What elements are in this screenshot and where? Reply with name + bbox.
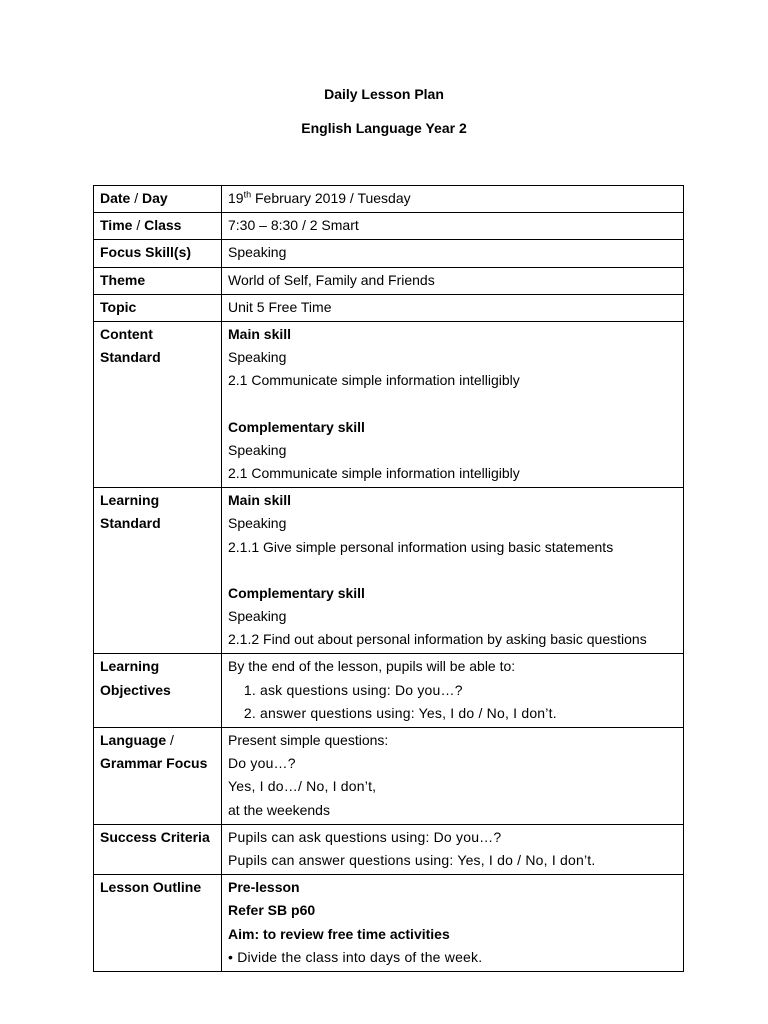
- row-value-objectives: By the end of the lesson, pupils will be able to: 1. ask questions using: Do you…? 2. answer questions using: Yes, I do / No, I don’t.: [222, 654, 684, 728]
- row-label-language: Language / Grammar Focus: [94, 728, 222, 825]
- row-label-focus: Focus Skill(s): [94, 240, 222, 267]
- row-label-time: Time / Class: [94, 213, 222, 240]
- table-row: [94, 824, 684, 874]
- document-subtitle: English Language Year 2: [301, 120, 467, 136]
- row-label-theme: Theme: [94, 267, 222, 294]
- row-label-date: Date / Day: [94, 186, 222, 213]
- row-value-success: Pupils can ask questions using: Do you…? Pupils can answer questions using: Yes, I do / No, I don’t.: [222, 824, 684, 874]
- row-label-learning-standard: Learning Standard: [94, 488, 222, 654]
- row-label-outline: Lesson Outline: [94, 875, 222, 972]
- row-value-content-standard: Main skill Speaking 2.1 Communicate simple information intelligibly Complementary skill Speaking 2.1 Communicate simple information intelligibly: [222, 322, 684, 488]
- row-value-time: 7:30 – 8:30 / 2 Smart: [222, 213, 684, 240]
- row-label-topic: Topic: [94, 294, 222, 321]
- table-row: [94, 294, 684, 321]
- table-row: [94, 875, 684, 972]
- objectives-list: [228, 679, 677, 725]
- table-row: [94, 213, 684, 240]
- table-row: [94, 186, 684, 213]
- row-label-content-standard: Content Standard: [94, 322, 222, 488]
- list-item: 2. answer questions using: Yes, I do / No, I don’t.: [260, 702, 677, 725]
- table-row: [94, 728, 684, 825]
- lesson-plan-table: [93, 185, 684, 972]
- row-value-outline: Pre-lesson Refer SB p60 Aim: to review free time activities • Divide the class into days of the week.: [222, 875, 684, 972]
- table-row: [94, 322, 684, 488]
- row-value-language: Present simple questions: Do you…? Yes, I do…/ No, I don’t, at the weekends: [222, 728, 684, 825]
- row-value-date: 19th February 2019 / Tuesday: [222, 186, 684, 213]
- row-value-topic: Unit 5 Free Time: [222, 294, 684, 321]
- row-value-focus: Speaking: [222, 240, 684, 267]
- table-row: [94, 654, 684, 728]
- document-title: Daily Lesson Plan: [324, 86, 444, 102]
- row-label-success: Success Criteria: [94, 824, 222, 874]
- row-label-objectives: Learning Objectives: [94, 654, 222, 728]
- list-item: 1. ask questions using: Do you…?: [260, 679, 677, 702]
- table-row: [94, 267, 684, 294]
- row-value-learning-standard: Main skill Speaking 2.1.1 Give simple personal information using basic statements Complementary skill Speaking 2.1.2 Find out about personal information by asking basic questions: [222, 488, 684, 654]
- table-row: [94, 240, 684, 267]
- row-value-theme: World of Self, Family and Friends: [222, 267, 684, 294]
- table-row: [94, 488, 684, 654]
